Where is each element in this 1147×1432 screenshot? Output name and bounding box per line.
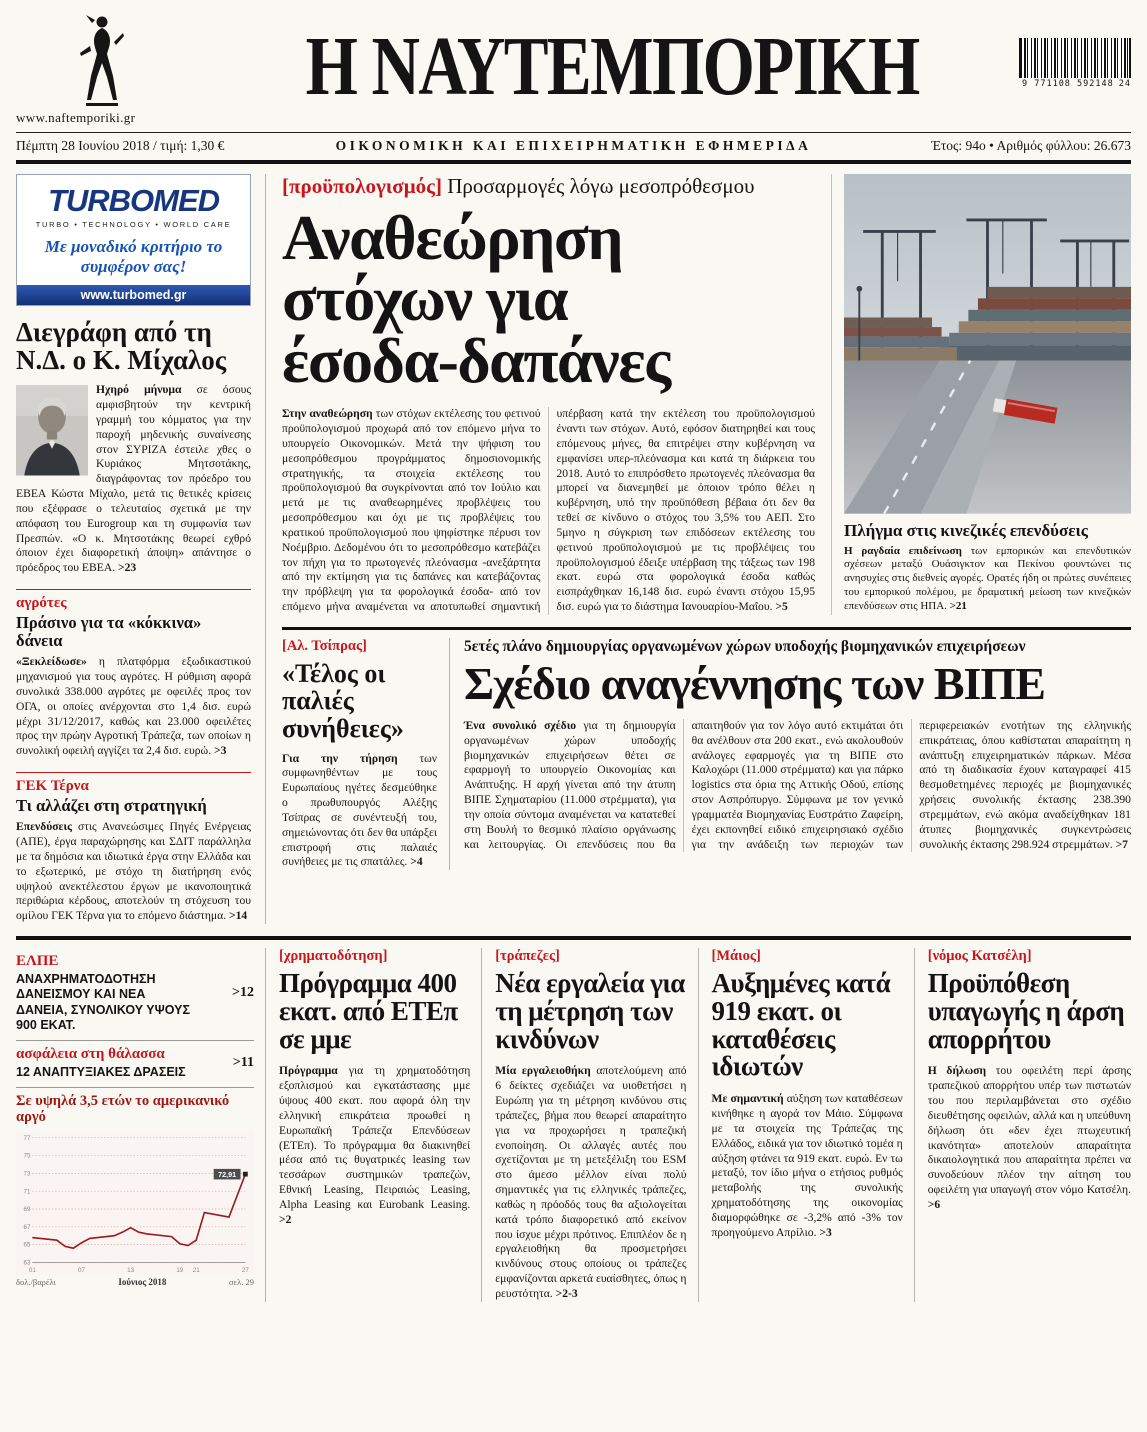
story-body: Για την τήρηση των συμφωνηθέντων με τους Ευρωπαίους ηγέτες δεσμεύθηκε ο πρωθυπουργός Αλέξης Τσίπρας σε συνέντευξή του, σημειώνοντας ότι δεν θα υπάρξει επιστροφή στις παλαιές συνήθειες με τις σπατάλες. >4 <box>282 751 437 869</box>
newspaper-header <box>16 8 1131 164</box>
page-ref: >2 <box>279 1212 292 1226</box>
ad-slogan: Με μοναδικό κριτήριο το συμφέρον σας! <box>44 237 223 276</box>
bottom-article-banks <box>495 948 698 1302</box>
page-ref: >3 <box>214 744 227 758</box>
svg-text:27: 27 <box>241 1267 249 1275</box>
svg-text:75: 75 <box>23 1152 31 1160</box>
chart-y-axis-label: δολ./βαρέλι <box>16 1277 56 1288</box>
chart-x-axis-label: Ιούνιος 2018 <box>118 1277 167 1288</box>
story-body: Η δήλωση του οφειλέτη περί άρσης τραπεζικού απορρήτου υπέρ των πιστωτών του που περιλαμβάνεται στο σχέδιο διευθέτησης οφειλών, αλλά και η υπεύθυνη δήλωση ότι «δεν έχει πτωχευτική ικανότητα» αποτελούν απαραίτητα δικαιολογητικά που απαραίτητα πρέπει να συνοδεύουν πλέον την αίτηση του οφειλέτη για υπαγωγή στον νόμο Κατσέλη. >6 <box>927 1064 1131 1211</box>
oil-chart-block <box>16 1087 254 1287</box>
story-kicker: 5ετές πλάνο δημιουργίας οργανωμένων χώρων υποδοχής βιομηχανικών επιχειρήσεων <box>464 637 1026 655</box>
page-ref: >21 <box>949 600 967 613</box>
brief-sea-safety <box>16 1040 254 1087</box>
kicker-tag: [προϋπολογισμός] <box>282 174 442 198</box>
story-headline: «Τέλος οι παλιές συνήθειες» <box>282 658 404 743</box>
svg-text:21: 21 <box>192 1267 200 1275</box>
section-divider <box>282 627 1131 630</box>
section-divider <box>16 936 1131 940</box>
kicker-tag: [τράπεζες] <box>495 948 560 965</box>
story-body: Με σημαντική αύξηση των καταθέσεων κινήθηκε η αγορά τον Μάιο. Σύμφωνα με τα στοιχεία της Τράπεζας της Ελλάδος, ειδικά για τον ιδιωτικό τομέα η αύξηση φτάνει τα 919 εκατ. ευρώ. Εν τω μεταξύ, τον ίδιο μήνα ο ετήσιος ρυθμός μεταβολής της συνολικής χρηματοδότησης της οικονομίας διαμορφώθηκε σε -3,2% από -3% τον προηγούμενο Απρίλιο. >3 <box>711 1092 903 1239</box>
kicker-tag: [Αλ. Τσίπρας] <box>282 637 367 654</box>
svg-text:72,91: 72,91 <box>218 1170 237 1180</box>
ad-url-link[interactable]: www.turbomed.gr <box>17 285 250 305</box>
story-gek-terna <box>16 772 251 924</box>
page-ref: >3 <box>819 1225 832 1239</box>
main-area <box>282 174 1131 924</box>
bottom-article-funding <box>279 948 482 1302</box>
story-headline: Προϋπόθεση υπαγωγής η άρση απορρήτου <box>927 968 1125 1054</box>
story-vipe <box>464 638 1131 870</box>
left-column-top <box>16 174 266 924</box>
svg-text:19: 19 <box>176 1267 184 1275</box>
story-body: Επενδύσεις στις Ανανεώσιμες Πηγές Ενέργειας (ΑΠΕ), έργα παραχώρησης και ΣΔΙΤ παράλληλα με τα δημόσια και ιδιωτικά έργα στην Ελλάδα και το εξωτερικό, με στόχο τη διατήρηση ενός υψηλού ανεκτέλεστου έργων με ικανοποιητικά περιθώρια κέρδους, αποτελούν τη στόχευση του ομίλου ΓΕΚ Τέρνα για το επόμενο διάστημα. >14 <box>16 820 251 923</box>
page-ref: >11 <box>232 1055 254 1071</box>
story-headline: Σχέδιο αναγέννησης των ΒΙΠΕ <box>464 657 1045 709</box>
svg-text:65: 65 <box>23 1241 31 1249</box>
story-headline: Πρόγραμμα 400 εκατ. από ΕΤΕπ σε μμε <box>279 968 458 1054</box>
svg-text:07: 07 <box>78 1267 85 1275</box>
page-ref: >7 <box>1115 837 1128 851</box>
ad-subtitle: TURBO • TECHNOLOGY • WORLD CARE <box>35 220 232 229</box>
issue-info: Έτος: 94ο • Αριθμός φύλλου: 26.673 <box>931 138 1131 153</box>
svg-text:73: 73 <box>23 1170 31 1178</box>
barcode-block <box>995 8 1131 89</box>
svg-text:01: 01 <box>28 1267 36 1275</box>
story-mihalos <box>16 318 251 576</box>
story-headline: Αυξημένες κατά 919 εκατ. οι καταθέσεις ιδιωτών <box>711 968 891 1082</box>
page-ref: >23 <box>118 561 137 575</box>
story-body: Ένα συνολικό σχέδιο για τη δημιουργία οργανωμένων χώρων υποδοχής βιομηχανικών επιχειρήσεων θέτει σε εφαρμογή το υπουργείο Οικονομίας και Ανάπτυξης. Η αρχή γίνεται από την άτυπη ΒΙΠΕ Σχηματαρίου (11.000 στρέμματα), για την οποία σύντομα αναμένεται να κατατεθεί στη Βουλή το θεσμικό πλαίσιο οργάνωσης και λειτουργίας. Οι επενδύσεις που θα απαιτηθούν για τον λόγο αυτό εκτιμάται ότι θα ανέλθουν στα 200 εκατ., ενώ ακολουθούν ανάλογες εφαρμογές για τη ΒΙΠΕ στο Καλοχώρι (11.000 στρέμματα) και για πάρκο logistics στα όρια της Αττικής Οδού, επίσης στον Ασπρόπυργο. Σύμφωνα με τον γενικό γραμματέα Βιομηχανίας Ευστράτιο Ζαφείρη, έχει εκπονηθεί ειδικό επιχειρησιακό σχέδιο για την ανάδειξη των περιοχών των περιφερειακών ενοτήτων της ελληνικής επικράτειας, όπου καθίσταται απαραίτητη η ανάπτυξη επιχειρηματικών πάρκων. Μέσα από τη διαδικασία έχουν καταγραφεί 415 θεσμοθετημένες περιοχές με βιομηχανικές χρήσεις συνολικής έκτασης 238.390 στρεμμάτων, ενώ ακόμα αναδείχθηκαν 181 άτυπες βιομηχανικές συγκεντρώσεις συνολικής έκτασης 298.924 στρεμμάτων. >7 <box>464 718 1131 851</box>
story-body: Ηχηρό μήνυμα σε όσους αμφισβητούν την κεντρική γραμμή του κόμματος για την παροχή μηδενικής συναίνεσης στον ΣΥΡΙΖΑ έστειλε χθες ο Κυριάκος Μητσοτάκης, διαγράφοντας τον πρόεδρο του ΕΒΕΑ Κώστα Μίχαλο, μετά τις θετικές κρίσεις που εξέφρασε ο τελευταίος σχετικά με την απόφαση του Eurogroup και τη συμφωνία των Πρεσπών. «Ο κ. Μητσοτάκης θεωρεί εχθρό όποιον έχει διαφορετική άποψη» απάντησε ο πρόεδρος του ΕΒΕΑ. >23 <box>16 383 251 575</box>
barcode-icon <box>1019 38 1131 78</box>
page-ref: >2-3 <box>555 1286 578 1300</box>
newspaper-tagline: ΟΙΚΟΝΟΜΙΚΗ ΚΑΙ ΕΠΙΧΕΙΡΗΜΑΤΙΚΗ ΕΦΗΜΕΡΙΔΑ <box>335 138 812 153</box>
dateline: Πέμπτη 28 Ιουνίου 2018 / τιμή: 1,30 € <box>16 138 225 153</box>
portrait-photo <box>16 385 88 476</box>
site-url[interactable]: www.naftemporiki.gr <box>16 110 136 125</box>
oil-price-line-chart <box>16 1131 254 1275</box>
barcode-number: 9 771108 592148 <box>1021 79 1114 89</box>
svg-text:67: 67 <box>23 1224 31 1232</box>
hermes-logo-icon <box>78 12 124 108</box>
left-column-bottom <box>16 948 266 1302</box>
dateline-row <box>16 132 1131 164</box>
logo-block <box>16 8 229 126</box>
svg-text:13: 13 <box>127 1267 135 1275</box>
brief-headline: ΑΝΑΧΡΗΜΑΤΟΔΟΤΗΣΗ ΔΑΝΕΙΣΜΟΥ ΚΑΙ ΝΕΑ ΔΑΝΕΙΑ, ΣΥΝΟΛΙΚΟΥ ΥΨΟΥΣ 900 ΕΚΑΤ. <box>16 972 190 1032</box>
mihalos-portrait-image <box>16 385 88 476</box>
svg-text:69: 69 <box>23 1206 31 1214</box>
svg-text:77: 77 <box>23 1134 31 1142</box>
section-label: αγρότες <box>16 595 67 612</box>
story-body: Μία εργαλειοθήκη αποτελούμενη από 6 δείκτες σχεδιάζει να υιοθετήσει η Ευρώπη για τη μέτρηση κινδύνου στις τράπεζες, βήμα που θεωρεί απαραίτητο για να προχωρήσει η τραπεζική ενοποίηση. Οι αλλαγές αυτές που σχετίζονται με τη μετεξέλιξη του ESM στο άμεσο μέλλον είναι πολύ σημαντικές για τις ελληνικές τράπεζες, καθώς η πρόοδός τους θα αξιολογείται κατά τρόπο διαφορετικό από εκείνον που ίσχυε μέχρι πρότινος. Επιπλέον δε η εργαλειοθήκη θα προσμετρήσει κινδύνους στους οποίους οι τράπεζες εμφανίζονται αρκετά ευαίσθητες, όπως η ρευστότητα. >2-3 <box>495 1064 687 1300</box>
ad-brand: TURBOMED <box>47 183 220 218</box>
lead-bold: Ηχηρό μήνυμα <box>96 383 182 397</box>
turbomed-ad[interactable] <box>16 174 251 306</box>
photo-caption-body: Η ραγδαία επιδείνωση των εμπορικών και επενδυτικών σχέσεων μεταξύ Ουάσιγκτον και Πεκίνου φουντώνει τις ανησυχίες στις διεθνείς αγορές. Ορατές ήδη οι πρώτες συνέπειες του εμπορικού πολέμου, με δραματική μείωση των κινεζικών επενδύσεων στις ΗΠΑ. >21 <box>844 544 1132 613</box>
chart-footer <box>16 1277 254 1287</box>
section-label: ΕΛΠΕ <box>16 953 59 970</box>
story-body: «Ξεκλείδωσε» η πλατφόρμα εξωδικαστικού μηχανισμού για τους αγρότες. Η ρύθμιση αφορά συνολικά 338.000 αγρότες με οφειλές προς τον ΟΓΑ, οι οποίες ανέρχονται στο 1,4 δισ. ευρώ μέχρι 31/12/2017, καθώς και 23.000 οφειλέτες προς την πρώην Αγροτική Τράπεζα, των οποίων η συνολική οφειλή αγγίζει τα 2,4 δισ. ευρώ. >3 <box>16 655 251 758</box>
mid-band <box>282 638 1131 870</box>
lead-kicker <box>282 174 815 199</box>
lead-body: Στην αναθεώρηση των στόχων εκτέλεσης του φετινού προϋπολογισμού προχωρά από τον επόμενο μήνα το υπουργείο Οικονομικών. Μετά την ψήφιση του μεσοπρόθεσμου προγράμματος δημοσιονομικής στρατηγικής, τα στοιχεία εκτέλεσης του προϋπολογισμού θα συγκρίνονται από τον Ιούλιο και μετά με τις αναθεωρημένες προβλέψεις του μεσοπρόθεσμου και όχι με τις προβλέψεις του κρατικού προϋπολογισμού που ψηφίστηκε πέρυσι τον Νοέμβριο. Δεδομένου ότι το μεσοπρόθεσμο κατεβάζει τον πήχη για το πρωτογενές πλεόνασμα -ανεξάρτητα από την εκτίμηση για τις δαπάνες και κατεβάζοντας την πρόβλεψη για τα φορολογικά έσοδα- από τον επόμενο μήνα αναμένεται να αποτυπωθεί σημαντική υπέρβαση κατά την εκτέλεση του προϋπολογισμού έναντι των στόχων. Αυτό, εφόσον διατηρηθεί και τους επόμενους μήνες, θα επιτρέψει στην κυβέρνηση να εμφανίσει υπερ-πλεόνασμα και κατά τη διάρκεια του 2018. Αυτό το επιπρόσθετο πρωτογενές πλεόνασμα θα μπορεί να διανεμηθεί με όποιον τρόπο θέλει η κυβέρνηση, υπό την προϋπόθεση βέβαια ότι δεν θα τεθεί σε κίνδυνο ο στόχος του 3,5% του ΑΕΠ. Στο 5μηνο η σύγκριση των επιδόσεων εκτέλεσης του φετινού προϋπολογισμού με τις προβλέψεις του προϋπολογισμού έδειξε υπέρβαση της τάξεως των 198 εκατ. ευρώ στα φορολογικά έσοδα καθώς εισπράχθηκαν 16,148 δισ. ευρώ έναντι στόχου 15,95 δισ. ευρώ για το διάστημα Ιανουαρίου-Μαΐου. >5 <box>282 407 815 614</box>
svg-text:63: 63 <box>23 1259 31 1267</box>
bottom-article-katseli-law <box>928 948 1131 1302</box>
story-headline: Διεγράφη από τη Ν.Δ. ο Κ. Μίχαλος <box>16 317 227 376</box>
kicker-tag: [Μάιος] <box>711 948 761 965</box>
masthead-title: Η ΝΑΥΤΕΜΠΟΡΙΚΗ <box>305 20 919 113</box>
bottom-article-deposits <box>712 948 915 1302</box>
page-ref: >12 <box>232 985 254 1001</box>
barcode-extra: 24 <box>1118 79 1131 89</box>
container-port-photo <box>844 174 1131 514</box>
chart-title: Σε υψηλά 3,5 ετών το αμερικανικό αργό <box>16 1093 230 1126</box>
story-headline: Νέα εργαλεία για τη μέτρηση των κινδύνων <box>495 968 685 1054</box>
story-tsipras <box>282 638 450 870</box>
lead-headline: Αναθεώρηση στόχων για έσοδα-δαπάνες <box>282 202 670 396</box>
photo-story <box>831 174 1131 615</box>
page-ref: >14 <box>229 909 248 923</box>
section-label: ασφάλεια στη θάλασσα <box>16 1046 165 1063</box>
lead-story-text <box>282 174 815 615</box>
story-headline: Πράσινο για τα «κόκκινα» δάνεια <box>16 613 202 651</box>
page-ref: >4 <box>410 855 423 869</box>
chart-page-ref: σελ. 29 <box>228 1277 254 1288</box>
section-label: ΓΕΚ Τέρνα <box>16 778 89 795</box>
svg-text:71: 71 <box>23 1188 31 1196</box>
story-headline: Τι αλλάζει στη στρατηγική <box>16 796 207 816</box>
brief-headline: 12 ΑΝΑΠΤΥΞΙΑΚΕΣ ΔΡΑΣΕΙΣ <box>16 1065 186 1080</box>
story-body: Πρόγραμμα για τη χρηματοδότηση εξοπλισμού και εγκατάστασης μμε ύψους 400 εκατ. που αφορά όλη την ελληνική επικράτεια προωθεί η Ευρωπαϊκή Τράπεζα Επενδύσεων (ΕΤΕπ). Το πρόγραμμα θα διακινηθεί μέσα από τις θυγατρικές leasing των τεσσάρων συστημικών τραπεζών, Εθνική Leasing, Πειραιώς Leasing, Alpha Leasing και Eurobank Leasing. >2 <box>279 1064 471 1226</box>
bottom-band <box>16 948 1131 1302</box>
kicker-text: Προσαρμογές λόγω μεσοπρόθεσμου <box>447 174 755 198</box>
lead-story <box>282 174 1131 615</box>
story-agrotes <box>16 589 251 759</box>
kicker-tag: [χρηματοδότηση] <box>279 948 388 965</box>
page-ref: >5 <box>775 600 788 614</box>
brief-elpe <box>16 948 254 1040</box>
page-ref: >6 <box>927 1197 941 1211</box>
kicker-tag: [νόμος Κατσέλη] <box>927 948 1032 965</box>
photo-caption-title: Πλήγμα στις κινεζικές επενδύσεις <box>844 520 1088 540</box>
